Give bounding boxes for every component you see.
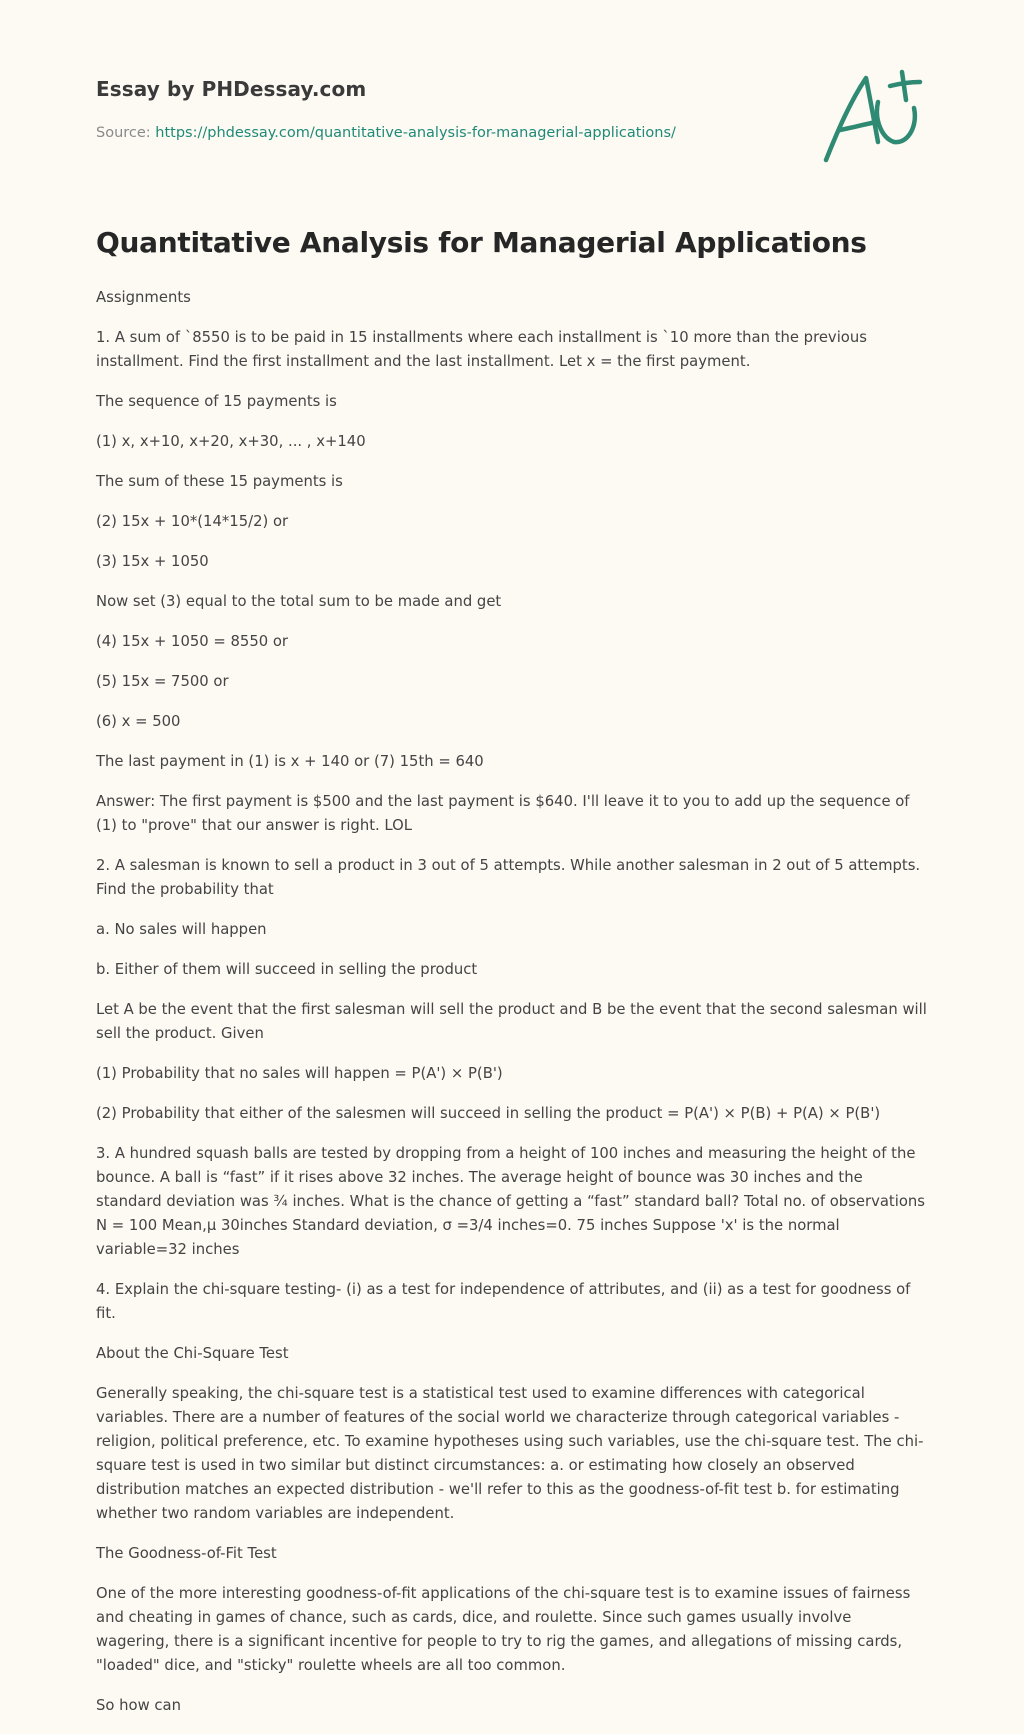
- essay-paragraph: Generally speaking, the chi-square test is a statistical test used to examine differences with categorical variables. There are a number of features of the social world we characterize through categorical variables - religion, political preference, etc. To examine hypotheses using such variables, use the chi-square test. The chi-square test is used in two similar but distinct circumstances: a. or estimating how closely an observed distribution matches an expected distribution - we'll refer to this as the goodness-of-fit test b. for estimating whether two random variables are independent.: [96, 1385, 924, 1522]
- essay-paragraph: 1. A sum of `8550 is to be paid in 15 installments where each installment is `10 more than the previous installment. Find the first installment and the last installment. Let x = the first payment.: [96, 329, 867, 370]
- essay-paragraph: One of the more interesting goodness-of-fit applications of the chi-square test is to examine issues of fairness and cheating in games of chance, such as cards, dice, and roulette. Since such games usually involve wagering, there is a significant incentive for people to try to rig the games, and allegations of missing cards, "loaded" dice, and "sticky" roulette wheels are all too common.: [96, 1585, 911, 1674]
- source-label: Source:: [96, 125, 156, 141]
- essay-paragraph: About the Chi-Square Test: [96, 1345, 289, 1362]
- essay-paragraph: The Goodness-of-Fit Test: [96, 1545, 277, 1562]
- essay-paragraph: (1) Probability that no sales will happen = P(A') × P(B'): [96, 1065, 503, 1082]
- essay-paragraph: (6) x = 500: [96, 713, 181, 730]
- essay-paragraph: The sequence of 15 payments is: [96, 393, 337, 410]
- essay-paragraph: 3. A hundred squash balls are tested by dropping from a height of 100 inches and measuring the height of the bounce. A ball is “fast” if it rises above 32 inches. The average height of bounce was 30 inches and the standard deviation was ¾ inches. What is the chance of getting a “fast” standard ball? Total no. of observations N = 100 Mean,µ 30inches Standard deviation, σ =3/4 inches=0. 75 inches Suppose 'x' is the normal variable=32 inches: [96, 1145, 925, 1258]
- essay-paragraph: (3) 15x + 1050: [96, 553, 209, 570]
- essay-paragraph: (5) 15x = 7500 or: [96, 673, 229, 690]
- essay-paragraph: b. Either of them will succeed in selling the product: [96, 961, 478, 978]
- brand-title: Essay by PHDessay.com: [96, 77, 367, 101]
- essay-paragraph: Assignments: [96, 289, 191, 306]
- page-title: Quantitative Analysis for Managerial Applications: [96, 226, 867, 259]
- essay-body: [96, 286, 928, 1734]
- essay-paragraph: 4. Explain the chi-square testing- (i) as a test for independence of attributes, and (ii) as a test for goodness of fit.: [96, 1281, 911, 1322]
- source-line: [96, 125, 676, 141]
- essay-paragraph: (1) x, x+10, x+20, x+30, ... , x+140: [96, 433, 366, 450]
- essay-paragraph: 2. A salesman is known to sell a product in 3 out of 5 attempts. While another salesman in 2 out of 5 attempts. Find the probability that: [96, 857, 921, 898]
- essay-paragraph: Now set (3) equal to the total sum to be made and get: [96, 593, 502, 610]
- essay-paragraph: The last payment in (1) is x + 140 or (7) 15th = 640: [96, 753, 484, 770]
- essay-paragraph: The sum of these 15 payments is: [96, 473, 343, 490]
- essay-paragraph: Answer: The first payment is $500 and the last payment is $640. I'll leave it to you to add up the sequence of (1) to "prove" that our answer is right. LOL: [96, 793, 910, 834]
- essay-paragraph: (2) 15x + 10*(14*15/2) or: [96, 513, 289, 530]
- essay-paragraph: a. No sales will happen: [96, 921, 267, 938]
- essay-paragraph: So how can: [96, 1697, 181, 1714]
- essay-paragraph: Let A be the event that the first salesman will sell the product and B be the event that the second salesman will sell the product. Given: [96, 1001, 927, 1042]
- source-link[interactable]: https://phdessay.com/quantitative-analysis-for-managerial-applications/: [155, 125, 676, 141]
- essay-paragraph: (4) 15x + 1050 = 8550 or: [96, 633, 289, 650]
- essay-paragraph: (2) Probability that either of the salesmen will succeed in selling the product = P(A') × P(B) + P(A) × P(B'): [96, 1105, 881, 1122]
- a-plus-logo-icon: [820, 68, 926, 164]
